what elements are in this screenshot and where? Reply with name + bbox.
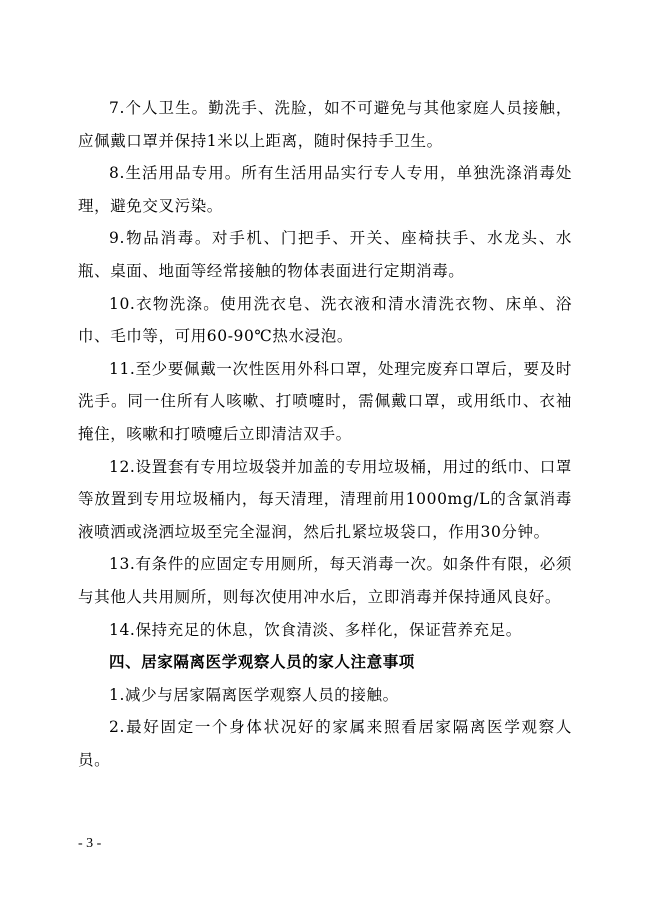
paragraph-8-personal-items: 8.生活用品专用。所有生活用品实行专人专用，单独洗涤消毒处理，避免交叉污染。 — [78, 164, 572, 215]
document-body — [78, 92, 572, 776]
paragraph-14-rest: 14.保持充足的休息，饮食清淡、多样化，保证营养充足。 — [109, 620, 522, 639]
paragraph-13-toilet: 13.有条件的应固定专用厕所，每天消毒一次。如条件有限，必须与其他人共用厕所，则每次使用冲水后，立即消毒并保持通风良好。 — [78, 555, 572, 606]
paragraph-7-personal-hygiene: 7.个人卫生。勤洗手、洗脸，如不可避免与其他家庭人员接触，应佩戴口罩并保持1米以上距离，随时保持手卫生。 — [78, 99, 572, 150]
section-paragraph-2: 2.最好固定一个身体状况好的家属来照看居家隔离医学观察人员。 — [78, 718, 572, 769]
section-heading: 四、居家隔离医学观察人员的家人注意事项 — [109, 652, 415, 672]
page-number: - 3 - — [78, 836, 102, 851]
paragraph-12-waste-bin: 12.设置套有专用垃圾袋并加盖的专用垃圾桶，用过的纸巾、口罩等放置到专用垃圾桶内，每天清理，清理前用1000mg/L的含氯消毒液喷洒或浇洒垃圾至完全湿润，然后扎紧垃圾袋口，作用30分钟。 — [78, 457, 572, 541]
paragraph-9-disinfection: 9.物品消毒。对手机、门把手、开关、座椅扶手、水龙头、水瓶、桌面、地面等经常接触的物体表面进行定期消毒。 — [78, 229, 572, 280]
paragraph-10-laundry: 10.衣物洗涤。使用洗衣皂、洗衣液和清水清洗衣物、床单、浴巾、毛巾等，可用60-90℃热水浸泡。 — [78, 294, 572, 346]
paragraph-11-masks: 11.至少要佩戴一次性医用外科口罩，处理完废弃口罩后，要及时洗手。同一住所有人咳嗽、打喷嚏时，需佩戴口罩，或用纸巾、衣袖掩住，咳嗽和打喷嚏后立即清洁双手。 — [78, 359, 572, 443]
section-paragraph-1: 1.减少与居家隔离医学观察人员的接触。 — [109, 685, 399, 704]
